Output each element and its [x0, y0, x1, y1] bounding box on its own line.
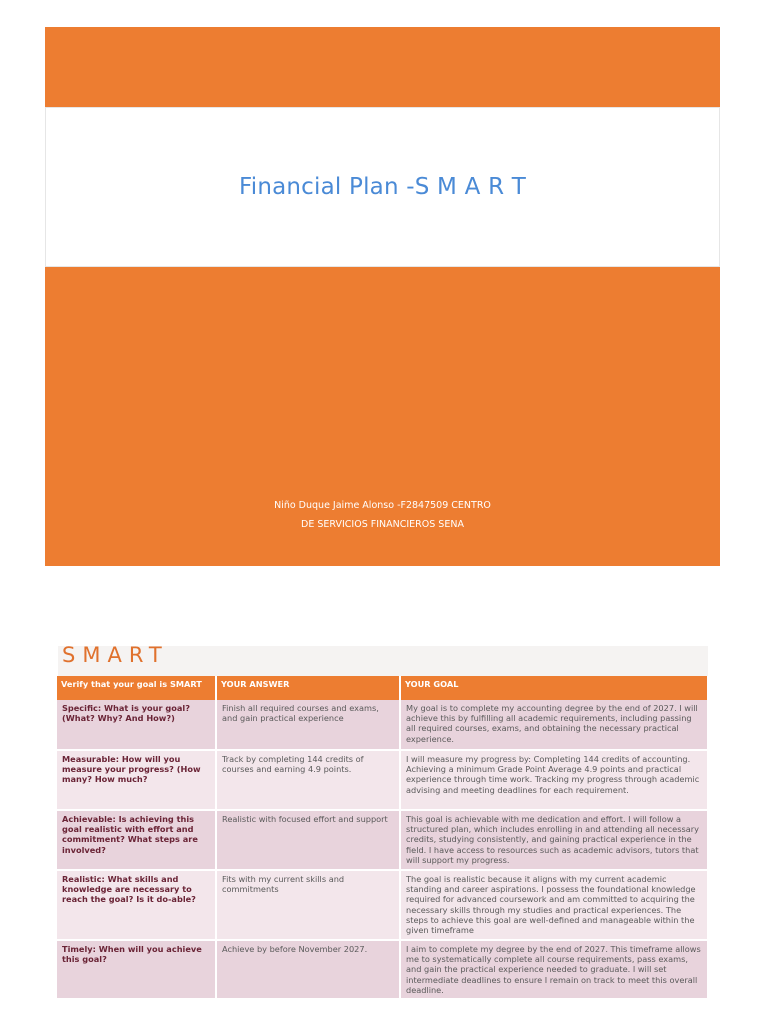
row-goal: I aim to complete my degree by the end of 2027. This timeframe allows me to systematically complete all course requirements, pass exams, and gain the practical experience needed to graduate. I will set intermediate deadlines to ensure I remain on track to meet this overall deadline.: [400, 940, 708, 999]
table-row: [57, 700, 708, 750]
author-line-1: Niño Duque Jaime Alonso -F2847509 CENTRO: [274, 500, 491, 511]
table-row: [57, 870, 708, 940]
row-question: Specific: What is your goal? (What? Why? And How?): [57, 700, 216, 750]
author-line-2: DE SERVICIOS FINANCIEROS SENA: [301, 519, 464, 530]
row-question: Measurable: How will you measure your progress? (How many? How much?: [57, 750, 216, 810]
header-goal: YOUR GOAL: [400, 676, 708, 700]
row-answer: Fits with my current skills and commitments: [216, 870, 400, 940]
table-row: [57, 940, 708, 999]
row-answer: Finish all required courses and exams, and gain practical experience: [216, 700, 400, 750]
row-goal: I will measure my progress by: Completing 144 credits of accounting. Achieving a minimum Grade Point Average 4.9 points and practical experience through time work. Tracking my progress through academic advising and meeting deadlines for each requirement.: [400, 750, 708, 810]
header-verify: Verify that your goal is SMART: [57, 676, 216, 700]
row-answer: Track by completing 144 credits of courses and earning 4.9 points.: [216, 750, 400, 810]
title-band: [45, 107, 720, 267]
table-row: [57, 750, 708, 810]
row-goal: This goal is achievable with me dedication and effort. I will follow a structured plan, which includes enrolling in and attending all necessary credits, studying consistently, and gaining practical experience in the field. I have access to resources such as academic advisors, tutors that will support my progress.: [400, 810, 708, 870]
smart-table: [57, 676, 709, 1000]
row-answer: Achieve by before November 2027.: [216, 940, 400, 999]
row-question: Realistic: What skills and knowledge are necessary to reach the goal? Is it do-able?: [57, 870, 216, 940]
row-answer: Realistic with focused effort and support: [216, 810, 400, 870]
header-answer: YOUR ANSWER: [216, 676, 400, 700]
document-title: Financial Plan -S M A R T: [238, 174, 527, 200]
row-goal: The goal is realistic because it aligns with my current academic standing and career aspirations. I possess the foundational knowledge required for advanced coursework and am committed to acquiring the necessary skills through my studies and practical experiences. The steps to achieve this goal are well-defined and manageable within the given timeframe: [400, 870, 708, 940]
row-question: Timely: When will you achieve this goal?: [57, 940, 216, 999]
row-goal: My goal is to complete my accounting degree by the end of 2027. I will achieve this by fulfilling all academic requirements, including passing all required courses, exams, and obtaining the necessary practical experience.: [400, 700, 708, 750]
row-question: Achievable: Is achieving this goal realistic with effort and commitment? What steps are involved?: [57, 810, 216, 870]
table-header-row: [57, 676, 708, 700]
table-row: [57, 810, 708, 870]
smart-heading: SMART: [62, 643, 169, 667]
